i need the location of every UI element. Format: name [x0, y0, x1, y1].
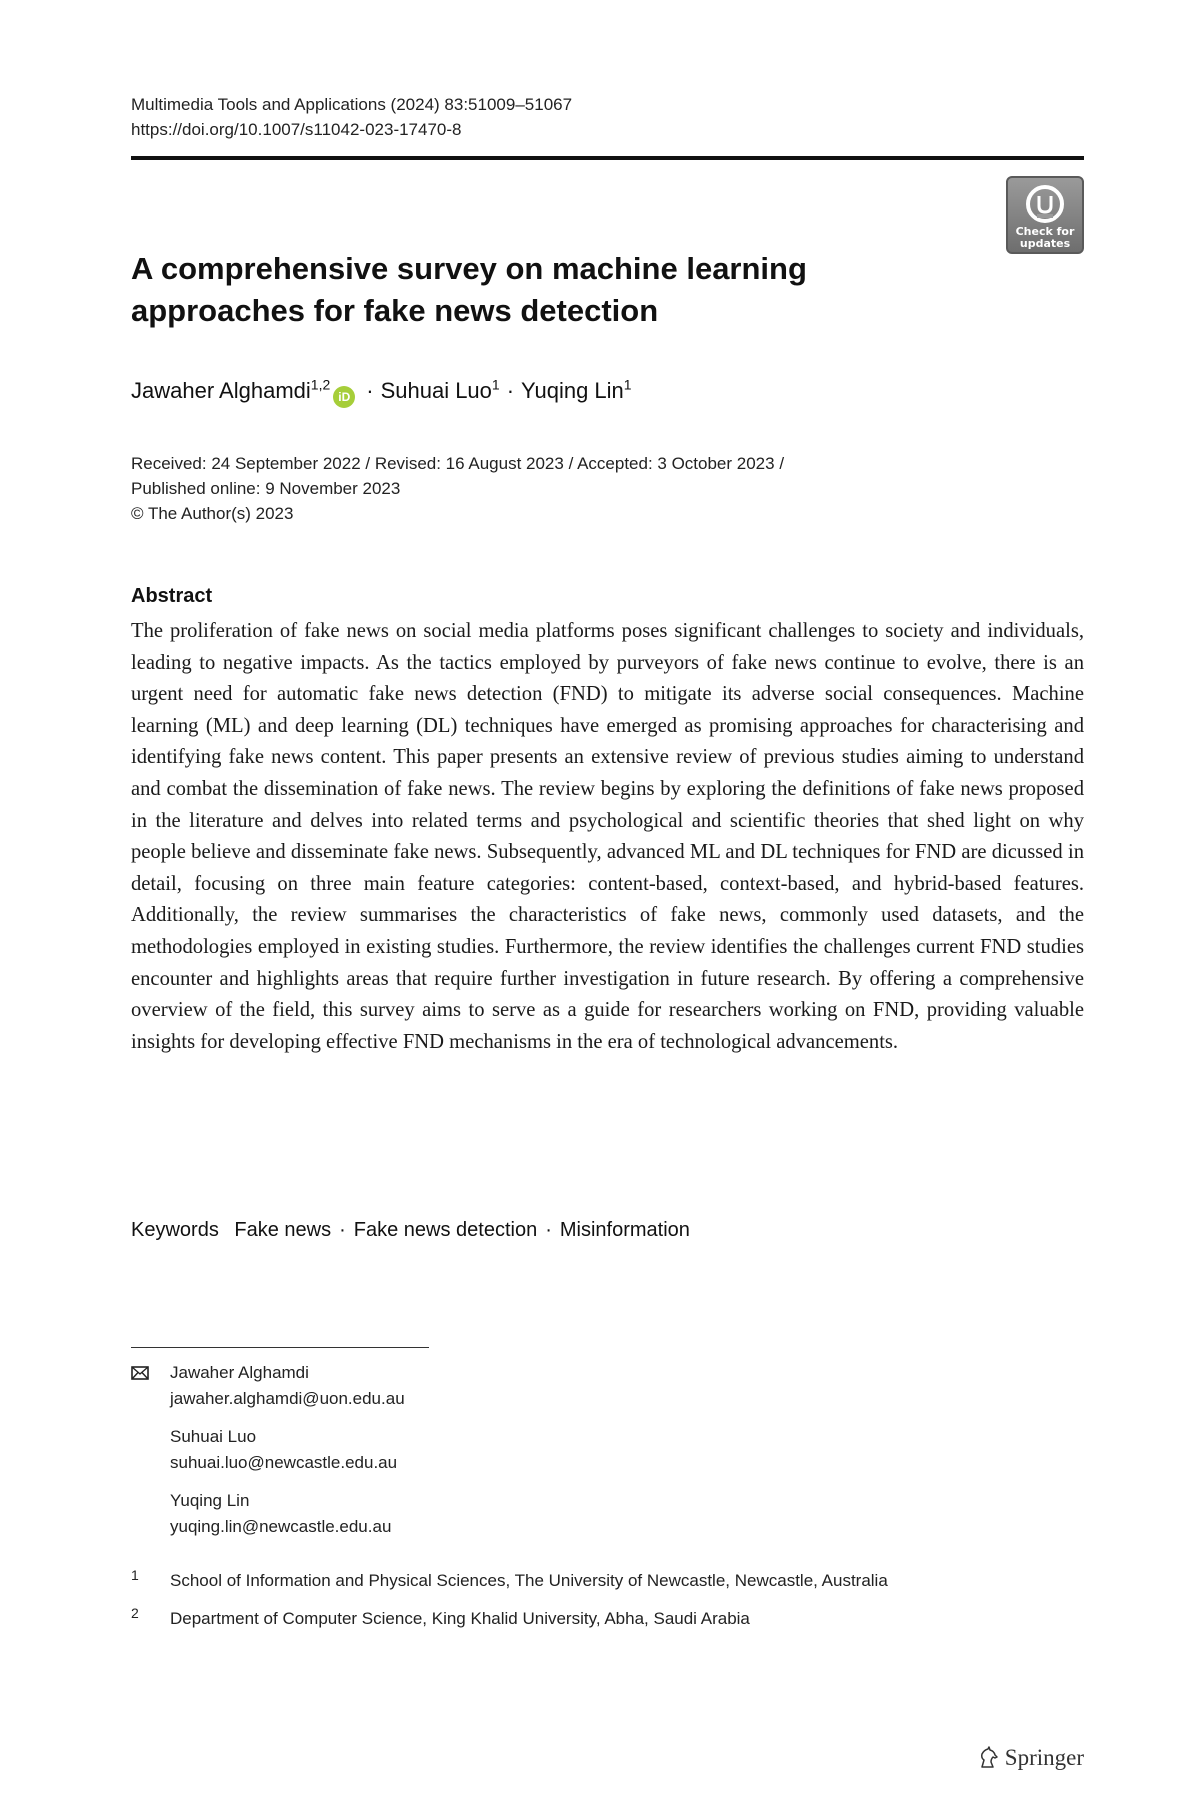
affiliation-text: Department of Computer Science, King Khalid University, Abha, Saudi Arabia: [170, 1609, 750, 1628]
keyword-separator: ·: [339, 1219, 346, 1241]
publication-dates: [131, 451, 784, 526]
keyword-item: Fake news: [234, 1219, 332, 1241]
abstract-heading: Abstract: [131, 585, 213, 607]
author-contacts: [131, 1360, 405, 1552]
check-for-updates-label: Check for updates: [1015, 225, 1075, 250]
keywords-label: Keywords: [131, 1219, 219, 1241]
publisher-logo[interactable]: [976, 1745, 1084, 1771]
orcid-icon[interactable]: iD: [333, 386, 355, 408]
publisher-name: Springer: [1004, 1745, 1084, 1770]
keywords: [131, 1216, 690, 1244]
author-name[interactable]: Jawaher Alghamdi: [131, 378, 311, 403]
author-name[interactable]: Suhuai Luo: [380, 378, 492, 403]
contact-entry: [131, 1488, 405, 1540]
envelope-icon: [131, 1366, 149, 1380]
affiliation-entry: [131, 1568, 888, 1594]
check-for-updates-icon: [1023, 184, 1067, 224]
contact-email[interactable]: suhuai.luo@newcastle.edu.au: [170, 1453, 398, 1472]
contact-name: Suhuai Luo: [170, 1427, 257, 1446]
affiliation-text: School of Information and Physical Sciences, The University of Newcastle, Newcastle, Australia: [170, 1571, 888, 1590]
author-name[interactable]: Yuqing Lin: [521, 378, 624, 403]
keyword-item: Fake news detection: [353, 1219, 538, 1241]
springer-horse-icon: [976, 1746, 1000, 1770]
author-affiliation-ref: 1: [623, 376, 632, 393]
contact-entry: [131, 1360, 405, 1412]
abstract-text: The proliferation of fake news on social media platforms poses significant challenges to society and individuals, leading to negative impacts. As the tactics employed by purveyors of fake news continue to evolve, there is an urgent need for automatic fake news detection (FND) to mitigate its adverse social consequences. Machine learning (ML) and deep learning (DL) techniques have emerged as promising approaches for characterising and identifying fake news content. This paper presents an extensive review of previous studies aiming to understand and combat the dissemination of fake news. The review begins by exploring the definitions of fake news proposed in the literature and delves into related terms and psychological and scientific theories that shed light on why people believe and disseminate fake news. Subsequently, advanced ML and DL techniques for FND are dicussed in detail, focusing on three main feature categories: content-based, context-based, and hybrid-based features. Additionally, the review summarises the characteristics of fake news, commonly used datasets, and the methodologies employed in existing studies. Furthermore, the review identifies the challenges current FND studies encounter and highlights areas that require further investigation in future research. By offering a comprehensive overview of the field, this survey aims to serve as a guide for researchers working on FND, providing valuable insights for developing effective FND mechanisms in the era of technological advancements.: [131, 620, 1084, 1053]
author-separator: ·: [366, 378, 374, 403]
affiliation-number: 1: [131, 1567, 139, 1583]
doi-link[interactable]: https://doi.org/10.1007/s11042-023-17470-8: [131, 120, 462, 139]
contact-name: Yuqing Lin: [170, 1491, 250, 1510]
keyword-separator: ·: [545, 1219, 552, 1241]
journal-header: [131, 92, 572, 142]
header-rule: [131, 156, 1084, 160]
affiliation-entry: [131, 1606, 888, 1632]
author-separator: ·: [506, 378, 515, 403]
contact-entry: [131, 1424, 405, 1476]
published-online: Published online: 9 November 2023: [131, 479, 401, 498]
contact-email[interactable]: jawaher.alghamdi@uon.edu.au: [170, 1389, 405, 1408]
keyword-item: Misinformation: [559, 1219, 690, 1241]
copyright: © The Author(s) 2023: [131, 504, 294, 523]
footnote-rule: [131, 1347, 429, 1348]
journal-citation: Multimedia Tools and Applications (2024) 83:51009–51067: [131, 95, 573, 114]
contact-name: Jawaher Alghamdi: [170, 1363, 309, 1382]
author-affiliation-ref: 1: [491, 376, 500, 393]
author-affiliation-ref: 1,2: [310, 376, 331, 393]
contact-email[interactable]: yuqing.lin@newcastle.edu.au: [170, 1517, 392, 1536]
affiliations: [131, 1568, 888, 1644]
affiliation-number: 2: [131, 1605, 139, 1621]
paper-title: A comprehensive survey on machine learning approaches for fake news detection: [131, 251, 807, 328]
check-for-updates-badge[interactable]: [1006, 176, 1084, 254]
author-list: [131, 376, 632, 408]
dates-line: Received: 24 September 2022 / Revised: 16 August 2023 / Accepted: 3 October 2023 /: [131, 454, 785, 473]
paper-page: [131, 0, 1084, 1820]
